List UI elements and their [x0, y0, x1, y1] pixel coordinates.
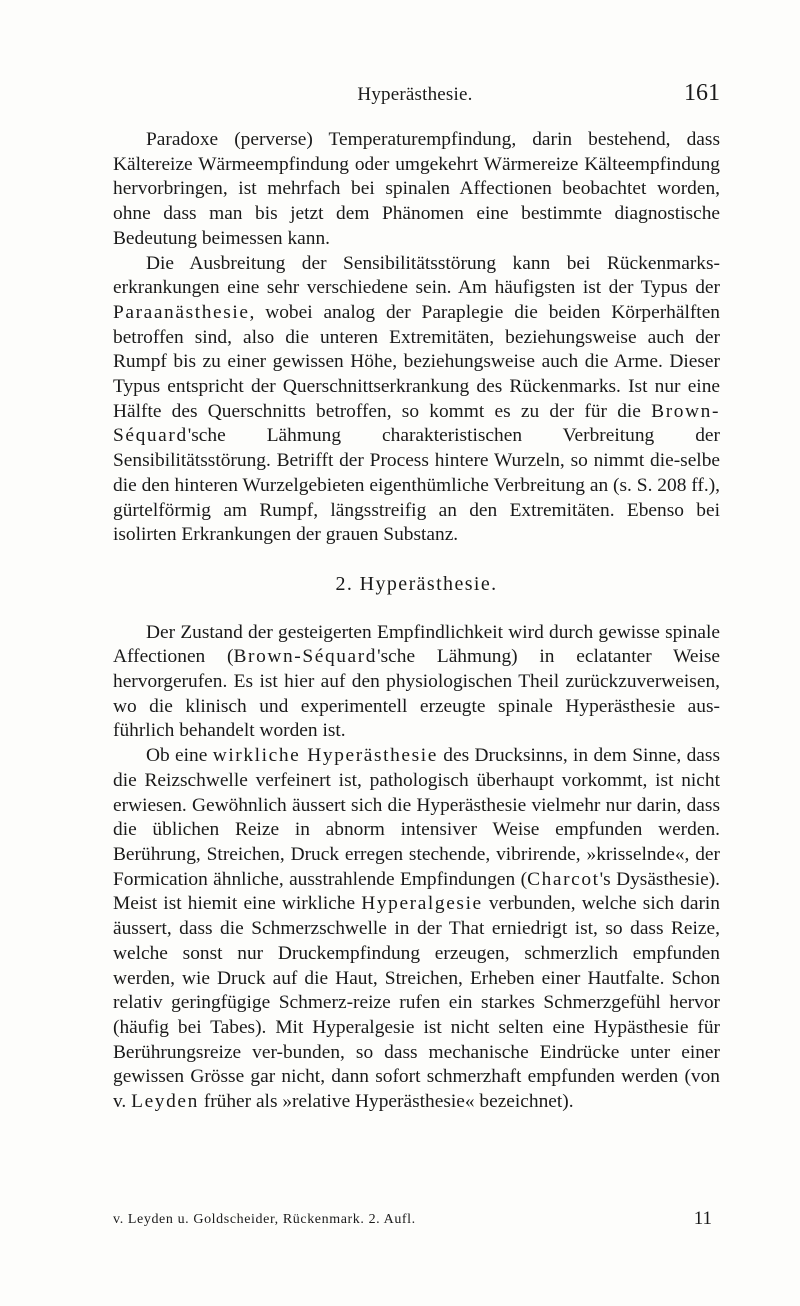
page-number: 161 [684, 80, 720, 106]
term-wirkliche-hyperaesthesie: wirkliche Hyperästhesie [212, 745, 438, 767]
term-hyperalgesie: Hyperalgesie [361, 893, 483, 915]
term-paraanaesthesie: Paraanästhesie [113, 301, 250, 323]
name-brown-sequard: Brown-Séquard [113, 400, 720, 447]
book-reference: v. Leyden u. Goldscheider, Rückenmark. 2. Aufl. [113, 1212, 416, 1227]
paragraph-text: 'sche Lähmung charakteristischen Verbreitung der Sensibilitätsstörung. Betrifft der Process hintere Wurzeln, so nimmt die-selbe die den hinteren Wurzelgebieten eigenthümliche Verbreitung an (s. S. 208 ff.), gürtelförmig am Rumpf, längsstreifig an den Extremitäten. Ebenso bei isolirten Erkrankungen der grauen Substanz. [113, 425, 720, 546]
page-footer [113, 1210, 720, 1234]
name-charcot: Charcot [527, 868, 600, 890]
paragraph-text: verbunden, welche sich darin äussert, dass die Schmerzschwelle in der That erniedrigt ist, so dass Reize, welche sonst nur Druckempfindung erzeugen, schmerzlich empfunden werden, wie Druck auf die Haut, Streichen, Erheben einer Hautfalte. Schon relativ geringfügige Schmerz-reize rufen ein starkes Schmerzgefühl hervor (häufig bei Tabes). Mit Hyperalgesie ist nicht selten eine Hypästhesie für Berührungsreize ver-bunden, so dass mechanische Eindrücke unter einer gewissen Grösse gar nicht, dann sofort schmerzhaft empfunden werden (von v. [113, 893, 720, 1113]
paragraph-text: Die Ausbreitung der Sensibilitätsstörung kann bei Rückenmarks-erkrankungen eine sehr verschiedene sein. Am häufigsten ist der Typus der [113, 252, 720, 299]
running-head [110, 80, 720, 112]
name-leyden: Leyden [131, 1091, 199, 1113]
paragraph-wirkliche-hyperaesthesie [113, 744, 720, 1115]
paragraph-paradoxe-temperaturempfindung: Paradoxe (perverse) Temperaturempfindung, darin bestehend, dass Kältereize Wärmeempfindung oder umgekehrt Wärmereize Kälteempfindung hervorbringen, ist mehrfach bei spinalen Affectionen beobachtet worden, ohne dass man bis jetzt dem Phänomen eine bestimmte diagnostische Bedeutung beimessen kann. [113, 129, 720, 249]
name-brown-sequard: Brown-Séquard [233, 646, 378, 668]
paragraph-text: Ob eine [146, 745, 213, 767]
paragraph-text: , wobei analog der Paraplegie die beiden Körperhälften betroffen sind, also die unteren Extremitäten, beziehungsweise auch der Rumpf bis zu einer gewissen Höhe, beziehungsweise auch die Arme. Dieser Typus entspricht der Querschnittserkrankung des Rückenmarks. Ist nur eine Hälfte des Querschnitts betroffen, so kommt es zu der für die [113, 301, 720, 422]
paragraph-text: 's Dysästhesie). Meist ist hiemit eine wirkliche [113, 868, 721, 915]
paragraph-text: 'sche Lähmung) in eclatanter Weise hervorgerufen. Es ist hier auf den physiologischen Theil zurückzuverweisen, wo die klinisch und experimentell erzeugte spinale Hyperästhesie aus-führlich behandelt worden ist. [113, 646, 720, 742]
paragraph-ausbreitung-sensibilitaetsstoerung [113, 252, 720, 548]
sheet-number: 11 [693, 1208, 712, 1229]
paragraph-text: des Drucksinns, in dem Sinne, dass die Reizschwelle verfeinert ist, pathologisch überhaupt vorkommt, ist nicht erwiesen. Gewöhnlich äussert sich die Hyperästhesie vielmehr nur darin, dass die üblichen Reize in abnorm intensiver Weise empfunden werden. Berührung, Streichen, Druck erregen stechende, vibrirende, »krisselnde«, der Formication ähnliche, ausstrahlende Empfindungen ( [113, 745, 720, 890]
running-title: Hyperästhesie. [357, 84, 473, 105]
body-text [113, 128, 720, 1115]
paragraph-text: Der Zustand der gesteigerten Empfindlichkeit wird durch gewisse spinale Affectionen ( [113, 621, 720, 668]
paragraph-gesteigerte-empfindlichkeit [113, 621, 720, 745]
section-heading: 2. Hyperästhesie. [335, 572, 498, 595]
paragraph-text: früher als »relative Hyperästhesie« bezeichnet). [198, 1091, 574, 1113]
